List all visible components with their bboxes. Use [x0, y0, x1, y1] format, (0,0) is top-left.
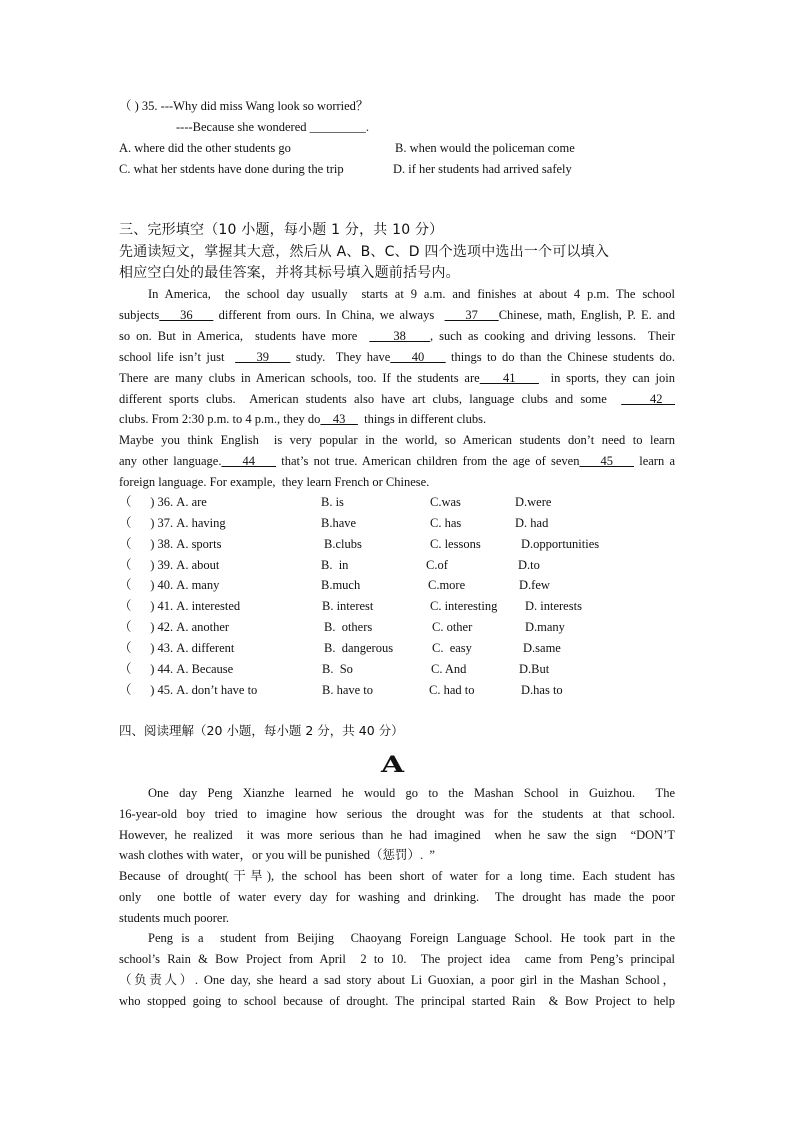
passage-text: clubs. From 2:30 p.m. to 4 p.m., they do — [119, 412, 321, 426]
option-row — [119, 536, 679, 552]
passage-text: study. They have — [290, 350, 391, 364]
passage-line — [119, 411, 675, 427]
option-b: B.have — [321, 516, 357, 530]
passage-line — [119, 474, 675, 490]
option-b: B. dangerous — [324, 641, 394, 655]
option-c: C. easy — [432, 641, 472, 655]
option-a-with-question: （ ) 42. A. another — [119, 620, 230, 634]
reading-line: wash clothes with water，or you will be punished（惩罚）. ” — [119, 848, 435, 862]
section4-heading: 四、阅读理解（20 小题，每小题 2 分，共 40 分） — [119, 723, 404, 738]
blank-number: 45 — [579, 454, 634, 468]
option-c: C.was — [430, 495, 461, 509]
option-d: D.few — [519, 578, 550, 592]
passage-text: different from ours. In China, we always — [213, 308, 445, 322]
q35-option-c: C. what her stdents have done during the trip — [119, 162, 344, 176]
option-c: C. other — [432, 620, 473, 634]
passage-text: things in different clubs. — [357, 412, 487, 426]
option-row — [119, 515, 679, 531]
q35-options-row-1 — [119, 140, 679, 156]
blank-number: 39 — [235, 350, 291, 364]
reading-line: （负责人）. One day, she heard a sad story about Li Guoxian, a poor girl in the Mashan School， — [119, 973, 675, 987]
option-d: D.to — [518, 558, 540, 572]
blank-number: 38 — [369, 329, 430, 343]
option-c: C. And — [431, 662, 467, 676]
blank-number: 36 — [159, 308, 214, 322]
option-b: B. So — [322, 662, 353, 676]
passage-line — [119, 370, 675, 386]
blank-number: 41 — [479, 371, 539, 385]
option-row — [119, 577, 679, 593]
passage-text: any other language. — [119, 454, 222, 468]
option-a-with-question: （ ) 41. A. interested — [119, 599, 241, 613]
option-a-with-question: （ ) 38. A. sports — [119, 537, 222, 551]
passage-text: things to do than the Chinese students do. — [445, 350, 675, 364]
passage-line — [119, 328, 675, 344]
option-b: B. in — [321, 558, 349, 572]
passage-line — [119, 391, 675, 407]
option-c: C. had to — [429, 683, 475, 697]
option-c: C. has — [430, 516, 462, 530]
section3-instruction-2: 相应空白处的最佳答案，并将其标号填入题前括号内。 — [119, 265, 460, 281]
option-a-with-question: （ ) 45. A. don’t have to — [119, 683, 258, 697]
option-b: B. others — [324, 620, 373, 634]
option-b: B. is — [321, 495, 344, 509]
passage-line — [119, 453, 675, 469]
option-b: B. have to — [322, 683, 374, 697]
reading-line: 16-year-old boy tried to imagine how serious the drought was for the students at that school. — [119, 807, 675, 821]
blank-number: 43 — [320, 412, 358, 426]
passage-text: Chinese, math, English, P. E. and — [498, 308, 676, 322]
section3-heading: 三、完形填空（10 小题，每小题 1 分，共 10 分） — [119, 222, 444, 238]
option-d: D.has to — [521, 683, 563, 697]
option-d: D.were — [515, 495, 552, 509]
reading-part-label: A — [381, 752, 405, 778]
passage-text: school life isn’t just — [119, 350, 236, 364]
option-c: C.more — [428, 578, 466, 592]
passage-text: Maybe you think English is very popular in the world, so American students don’t need to learn — [119, 433, 675, 447]
option-row — [119, 494, 679, 510]
option-c: C. lessons — [430, 537, 481, 551]
reading-line: who stopped going to school because of drought. The principal started Rain & Bow Project to help — [119, 994, 675, 1008]
option-d: D.opportunities — [521, 537, 600, 551]
option-d: D. had — [515, 516, 549, 530]
option-row — [119, 640, 679, 656]
option-row — [119, 661, 679, 677]
option-a-with-question: （ ) 37. A. having — [119, 516, 226, 530]
reading-line: students much poorer. — [119, 911, 230, 925]
option-a-with-question: （ ) 43. A. different — [119, 641, 235, 655]
passage-line — [119, 432, 675, 448]
option-a-with-question: （ ) 44. A. Because — [119, 662, 234, 676]
passage-line — [148, 286, 675, 302]
blank-number: 42 — [621, 392, 676, 406]
section3-instruction-1: 先通读短文，掌握其大意，然后从 A、B、C、D 四个选项中选出一个可以填入 — [119, 244, 610, 260]
passage-text: in sports, they can join — [538, 371, 675, 385]
q35-stem: （ ) 35. ---Why did miss Wang look so worried？ — [119, 99, 369, 113]
passage-text: In America, the school day usually starts at 9 a.m. and finishes at about 4 p.m. The school — [148, 287, 675, 301]
option-row — [119, 598, 679, 614]
option-row — [119, 619, 679, 635]
passage-line — [119, 307, 675, 323]
option-c: C.of — [426, 558, 448, 572]
reading-line: only one bottle of water every day for washing and drinking. The drought has made the poor — [119, 890, 675, 904]
reading-line: Because of drought(干旱), the school has been short of water for a long time. Each student has — [119, 869, 675, 883]
blank-number: 40 — [390, 350, 446, 364]
passage-text: different sports clubs. American students also have art clubs, language clubs and some — [119, 392, 622, 406]
blank-number: 44 — [221, 454, 276, 468]
option-a-with-question: （ ) 39. A. about — [119, 558, 220, 572]
option-a-with-question: （ ) 36. A. are — [119, 495, 207, 509]
option-row — [119, 682, 679, 698]
q35-option-a: A. where did the other students go — [119, 141, 291, 155]
reading-line: However, he realized it was more serious than he had imagined when he saw the sign “DON’T — [119, 828, 675, 842]
passage-text: There are many clubs in American schools, too. If the students are — [119, 371, 480, 385]
q35-option-b: B. when would the policeman come — [395, 141, 575, 155]
option-c: C. interesting — [430, 599, 498, 613]
option-d: D.But — [519, 662, 550, 676]
option-d: D.many — [525, 620, 565, 634]
q35-options-row-2 — [119, 161, 679, 177]
q35-response: ----Because she wondered _________. — [176, 120, 369, 134]
passage-text: subjects — [119, 308, 160, 322]
passage-text: learn a — [633, 454, 676, 468]
passage-text: , such as cooking and driving lessons. Their — [429, 329, 676, 343]
option-b: B.clubs — [324, 537, 362, 551]
reading-line: Peng is a student from Beijing Chaoyang Foreign Language School. He took part in the — [148, 931, 675, 945]
option-row — [119, 557, 679, 573]
reading-line: One day Peng Xianzhe learned he would go to the Mashan School in Guizhou. The — [148, 786, 675, 800]
option-d: D. interests — [525, 599, 582, 613]
option-b: B. interest — [322, 599, 374, 613]
q35-option-d: D. if her students had arrived safely — [393, 162, 572, 176]
blank-number: 37 — [444, 308, 499, 322]
passage-text: that’s not true. American children from the age of seven — [276, 454, 580, 468]
passage-text: so on. But in America, students have more — [119, 329, 370, 343]
reading-line: school’s Rain & Bow Project from April 2 to 10. The project idea came from Peng’s principal — [119, 952, 675, 966]
option-b: B.much — [321, 578, 361, 592]
passage-text: foreign language. For example, they learn French or Chinese. — [119, 475, 430, 489]
passage-line — [119, 349, 675, 365]
option-a-with-question: （ ) 40. A. many — [119, 578, 220, 592]
option-d: D.same — [523, 641, 561, 655]
